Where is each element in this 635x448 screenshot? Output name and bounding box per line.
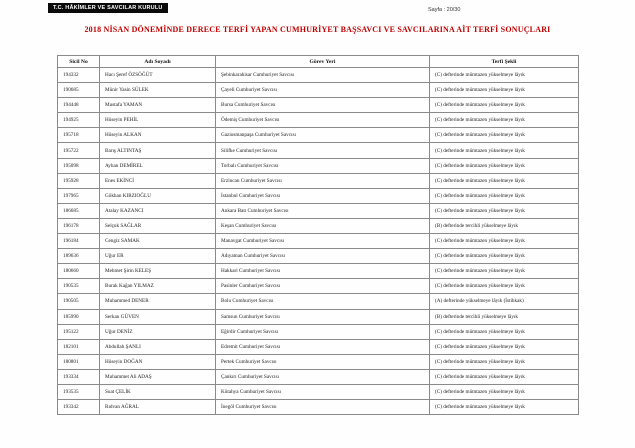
cell-gorev-yeri: Pertek Cumhuriyet Savcısı [216, 354, 430, 369]
cell-sicil-no: 195718 [58, 128, 100, 143]
cell-gorev-yeri: Bolu Cumhuriyet Savcısı [216, 294, 430, 309]
cell-sicil-no: 196184 [58, 234, 100, 249]
table-row [58, 143, 579, 158]
cell-adi-soyadi: Hacı Şeref ÖZSÖĞÜT [100, 68, 216, 83]
cell-terfi-sekli: (C) defterinde mümtazen yükselmeye lâyık [430, 173, 579, 188]
cell-adi-soyadi: Barış ALTINTAŞ [100, 143, 216, 158]
cell-sicil-no: 194332 [58, 68, 100, 83]
table-row [58, 384, 579, 399]
cell-adi-soyadi: Uğur DENİZ [100, 324, 216, 339]
table-row [58, 234, 579, 249]
cell-sicil-no: 185990 [58, 309, 100, 324]
column-header-terfi-sekli: Terfi Şekli [430, 56, 579, 68]
cell-sicil-no: 195722 [58, 143, 100, 158]
cell-terfi-sekli: (C) defterinde mümtazen yükselmeye lâyık [430, 279, 579, 294]
cell-sicil-no: 193535 [58, 384, 100, 399]
cell-terfi-sekli: (C) defterinde mümtazen yükselmeye lâyık [430, 158, 579, 173]
cell-gorev-yeri: Eğirdir Cumhuriyet Savcısı [216, 324, 430, 339]
cell-adi-soyadi: Enes EKİNCİ [100, 173, 216, 188]
cell-sicil-no: 190535 [58, 279, 100, 294]
table-row [58, 354, 579, 369]
cell-gorev-yeri: Ödemiş Cumhuriyet Savcısı [216, 113, 430, 128]
cell-adi-soyadi: Hüseyin PEHİL [100, 113, 216, 128]
table-row [58, 369, 579, 384]
cell-terfi-sekli: (C) defterinde mümtazen yükselmeye lâyık [430, 143, 579, 158]
cell-adi-soyadi: Gökhan KIRZIOĞLU [100, 188, 216, 203]
cell-adi-soyadi: Abdullah ŞANLI [100, 339, 216, 354]
cell-gorev-yeri: Samsun Cumhuriyet Savcısı [216, 309, 430, 324]
cell-gorev-yeri: Erzincan Cumhuriyet Savcısı [216, 173, 430, 188]
cell-adi-soyadi: Burak Kağan YILMAZ [100, 279, 216, 294]
table-row [58, 324, 579, 339]
cell-sicil-no: 193334 [58, 369, 100, 384]
table-row [58, 128, 579, 143]
cell-adi-soyadi: Muhammet Ali ADAŞ [100, 369, 216, 384]
cell-terfi-sekli: (C) defterinde mümtazen yükselmeye lâyık [430, 113, 579, 128]
table-row [58, 339, 579, 354]
cell-terfi-sekli: (C) defterinde mümtazen yükselmeye lâyık [430, 98, 579, 113]
cell-terfi-sekli: (C) defterinde mümtazen yükselmeye lâyık [430, 83, 579, 98]
table-row [58, 400, 579, 415]
cell-gorev-yeri: Adıyaman Cumhuriyet Savcısı [216, 249, 430, 264]
cell-sicil-no: 195928 [58, 173, 100, 188]
cell-sicil-no: 194925 [58, 113, 100, 128]
terfi-results-table [57, 55, 579, 415]
cell-terfi-sekli: (C) defterinde mümtazen yükselmeye lâyık [430, 264, 579, 279]
cell-gorev-yeri: Şebinkarahisar Cumhuriyet Savcısı [216, 68, 430, 83]
cell-gorev-yeri: Keşan Cumhuriyet Savcısı [216, 218, 430, 233]
cell-terfi-sekli: (C) defterinde mümtazen yükselmeye lâyık [430, 128, 579, 143]
cell-gorev-yeri: İnegöl Cumhuriyet Savcısı [216, 400, 430, 415]
cell-terfi-sekli: (C) defterinde mümtazen yükselmeye lâyık [430, 68, 579, 83]
cell-terfi-sekli: (C) defterinde mümtazen yükselmeye lâyık [430, 324, 579, 339]
table-row [58, 203, 579, 218]
cell-terfi-sekli: (A) defterinde yükselmeye lâyık (İstihkak) [430, 294, 579, 309]
cell-adi-soyadi: Münir Yasin SÜLEK [100, 83, 216, 98]
cell-adi-soyadi: Cengiz SAMAK [100, 234, 216, 249]
cell-sicil-no: 196178 [58, 218, 100, 233]
cell-sicil-no: 197965 [58, 188, 100, 203]
cell-gorev-yeri: Ankara Batı Cumhuriyet Savcısı [216, 203, 430, 218]
column-header-gorev-yeri: Görev Yeri [216, 56, 430, 68]
cell-gorev-yeri: Torbalı Cumhuriyet Savcısı [216, 158, 430, 173]
column-header-sicil-no: Sicil No [58, 56, 100, 68]
cell-adi-soyadi: Rıdvan AĞRAL [100, 400, 216, 415]
cell-adi-soyadi: Hüseyin DOĞAN [100, 354, 216, 369]
cell-gorev-yeri: Silifke Cumhuriyet Savcısı [216, 143, 430, 158]
cell-gorev-yeri: Çankırı Cumhuriyet Savcısı [216, 369, 430, 384]
table-row [58, 83, 579, 98]
cell-sicil-no: 190685 [58, 83, 100, 98]
cell-gorev-yeri: Çayeli Cumhuriyet Savcısı [216, 83, 430, 98]
cell-terfi-sekli: (C) defterinde mümtazen yükselmeye lâyık [430, 384, 579, 399]
table-row [58, 113, 579, 128]
cell-sicil-no: 180660 [58, 264, 100, 279]
cell-sicil-no: 195122 [58, 324, 100, 339]
cell-terfi-sekli: (C) defterinde mümtazen yükselmeye lâyık [430, 234, 579, 249]
cell-sicil-no: 182101 [58, 339, 100, 354]
cell-sicil-no: 189636 [58, 249, 100, 264]
cell-gorev-yeri: Kütahya Cumhuriyet Savcısı [216, 384, 430, 399]
cell-gorev-yeri: Gaziosmanpaşa Cumhuriyet Savcısı [216, 128, 430, 143]
cell-gorev-yeri: Edremit Cumhuriyet Savcısı [216, 339, 430, 354]
table-row [58, 279, 579, 294]
cell-terfi-sekli: (C) defterinde mümtazen yükselmeye lâyık [430, 354, 579, 369]
table-row [58, 294, 579, 309]
cell-gorev-yeri: İstanbul Cumhuriyet Savcısı [216, 188, 430, 203]
cell-sicil-no: 194448 [58, 98, 100, 113]
table-row [58, 188, 579, 203]
cell-adi-soyadi: Ayhan DEMİREL [100, 158, 216, 173]
page-title: 2018 NİSAN DÖNEMİNDE DERECE TERFİ YAPAN CUMHURİYET BAŞSAVCI VE SAVCILARINA AİT TERFİ SONUÇLARI [84, 25, 551, 34]
cell-sicil-no: 193342 [58, 400, 100, 415]
cell-adi-soyadi: Atalay KAZANCI [100, 203, 216, 218]
cell-adi-soyadi: Serkan GÜVEN [100, 309, 216, 324]
cell-gorev-yeri: Manavgat Cumhuriyet Savcısı [216, 234, 430, 249]
cell-terfi-sekli: (B) defterinde tercihli yükselmeye lâyık [430, 309, 579, 324]
cell-adi-soyadi: Suat ÇELİK [100, 384, 216, 399]
column-header-adi-soyadi: Adı Soyadı [100, 56, 216, 68]
table-row [58, 98, 579, 113]
cell-terfi-sekli: (C) defterinde mümtazen yükselmeye lâyık [430, 369, 579, 384]
table-row [58, 309, 579, 324]
page-number-label: Sayfa : 20/30 [428, 7, 461, 13]
cell-adi-soyadi: Hüseyin ALKAN [100, 128, 216, 143]
cell-gorev-yeri: Bursa Cumhuriyet Savcısı [216, 98, 430, 113]
cell-sicil-no: 180801 [58, 354, 100, 369]
cell-adi-soyadi: Muhammed DENER [100, 294, 216, 309]
cell-adi-soyadi: Mehmet Şirin KELEŞ [100, 264, 216, 279]
cell-gorev-yeri: Hakkari Cumhuriyet Savcısı [216, 264, 430, 279]
cell-terfi-sekli: (C) defterinde mümtazen yükselmeye lâyık [430, 188, 579, 203]
cell-terfi-sekli: (B) defterinde tercihli yükselmeye lâyık [430, 218, 579, 233]
table-row [58, 158, 579, 173]
cell-terfi-sekli: (C) defterinde mümtazen yükselmeye lâyık [430, 339, 579, 354]
cell-terfi-sekli: (C) defterinde mümtazen yükselmeye lâyık [430, 249, 579, 264]
cell-adi-soyadi: Mustafa YAMAN [100, 98, 216, 113]
results-table-body [58, 68, 579, 415]
table-row [58, 264, 579, 279]
cell-gorev-yeri: Pasinler Cumhuriyet Savcısı [216, 279, 430, 294]
cell-adi-soyadi: Uğur ER [100, 249, 216, 264]
cell-adi-soyadi: Selçuk SAĞLAR [100, 218, 216, 233]
cell-terfi-sekli: (C) defterinde mümtazen yükselmeye lâyık [430, 400, 579, 415]
cell-sicil-no: 195098 [58, 158, 100, 173]
cell-sicil-no: 186685 [58, 203, 100, 218]
org-header-bar: T.C. HÂKİMLER VE SAVCILAR KURULU [48, 3, 168, 13]
table-row [58, 173, 579, 188]
table-row [58, 218, 579, 233]
cell-terfi-sekli: (C) defterinde mümtazen yükselmeye lâyık [430, 203, 579, 218]
table-row [58, 249, 579, 264]
cell-sicil-no: 190505 [58, 294, 100, 309]
table-header-row [58, 56, 579, 68]
table-row [58, 68, 579, 83]
